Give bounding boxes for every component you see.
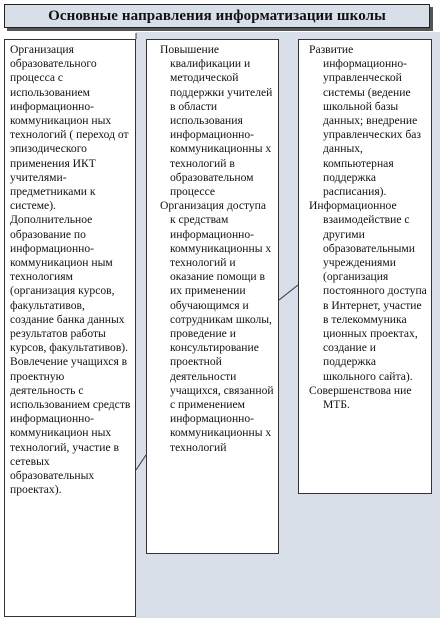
column-3-box xyxy=(298,39,432,494)
col1-item-2: Дополнительное образование по информационно-коммуникацион ным технологиям (организация курсов, факультативов, создание банка данных результатов работы курсов, факультативов). xyxy=(10,213,129,355)
column-1-box xyxy=(4,39,136,617)
col3-item-3: Совершенствова ние МТБ. xyxy=(309,383,412,412)
diagram-title: Основные направления информатизации школы xyxy=(4,4,430,28)
col2-item-1: Повышение квалификации и методической поддержки учителей в области использования информационно-коммуникационны х технологий в образовательном процессе xyxy=(160,43,273,199)
col3-item-2: Информационное взаимодействие с другими образовательными учреждениями (организация постоянного доступа в Интернет, участие в телекоммуника ционных проектах, создание и поддержка школьного сайта). xyxy=(309,199,427,383)
col1-item-3: Вовлечение учащихся в проектную деятельность с использованием средств информационно-коммуникацион ных технологий, участие в сетевых образовательных проектах). xyxy=(10,355,131,497)
column-2-box xyxy=(146,39,279,554)
col2-item-2: Организация доступа к средствам информационно-коммуникационны х технологий и оказание помощи в их применении обучающимся и сотрудникам школы, проведение и консультирование проектной деятельности учащихся, связанной с применением информационно-коммуникационны х технологий xyxy=(160,199,274,454)
col1-item-1: Организация образовательного процесса с использованием информационно-коммуникацион ных технологий ( переход от эпизодического применения ИКТ учителями-предметниками к системе). xyxy=(10,43,129,213)
col3-item-1: Развитие информационно-управленческой системы (ведение школьной базы данных; внедрение управленческих баз данных, компьютерная поддержка расписания). xyxy=(309,43,421,199)
